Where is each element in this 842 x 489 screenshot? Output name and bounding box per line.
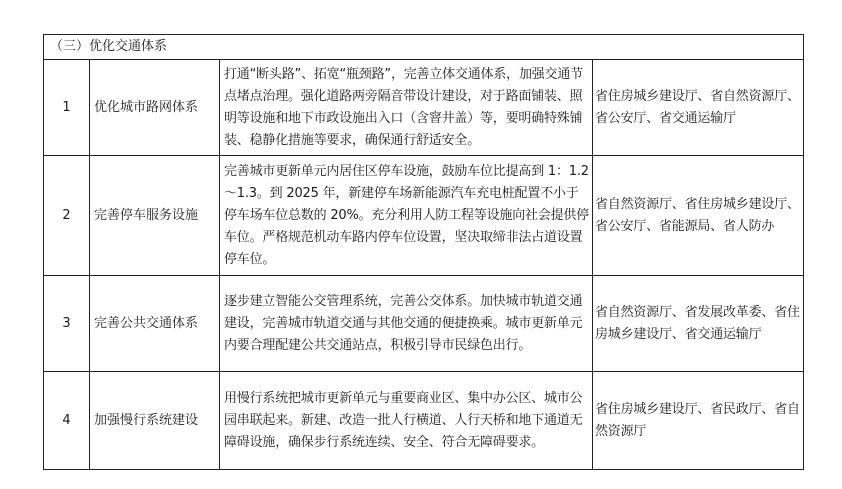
task-measures: 逐步建立智能公交管理系统，完善公交体系。加快城市轨道交通建设，完善城市轨道交通与其他交通的便捷换乘。城市更新单元内要合理配建公共交通站点，积极引导市民绿色出行。 [220,276,593,372]
task-name: 加强慢行系统建设 [90,372,220,470]
table-row [44,372,804,470]
responsible-departments: 省住房城乡建设厅、省民政厅、省自然资源厅 [593,372,804,470]
task-name: 完善公共交通体系 [90,276,220,372]
section-header-row [44,35,804,60]
responsible-departments: 省住房城乡建设厅、省自然资源厅、省公安厅、省交通运输厅 [593,60,804,156]
task-measures: 打通“断头路”、拓宽“瓶颈路”，完善立体交通体系，加强交通节点堵点治理。强化道路两旁隔音带设计建设，对于路面铺装、照明等设施和地下市政设施出入口（含窨井盖）等，要明确特殊铺装、稳静化措施等要求，确保通行舒适安全。 [220,60,593,156]
responsible-departments: 省自然资源厅、省住房城乡建设厅、省公安厅、省能源局、省人防办 [593,156,804,276]
task-measures: 完善城市更新单元内居住区停车设施，鼓励车位比提高到 1：1.2～1.3。到 2025 年，新建停车场新能源汽车充电桩配置不小于停车场车位总数的 20%。充分利用人防工程等设施向社会提供停车位。严格规范机动车路内停车位设置，坚决取缔非法占道设置停车位。 [220,156,593,276]
table-row [44,156,804,276]
responsible-departments: 省自然资源厅、省发展改革委、省住房城乡建设厅、省交通运输厅 [593,276,804,372]
row-number: 3 [44,276,90,372]
table-row [44,276,804,372]
table-row [44,60,804,156]
task-name: 完善停车服务设施 [90,156,220,276]
policy-table [43,34,804,470]
section-title: （三）优化交通体系 [44,35,804,60]
task-measures: 用慢行系统把城市更新单元与重要商业区、集中办公区、城市公园串联起来。新建、改造一批人行横道、人行天桥和地下通道无障碍设施，确保步行系统连续、安全、符合无障碍要求。 [220,372,593,470]
row-number: 2 [44,156,90,276]
row-number: 1 [44,60,90,156]
task-name: 优化城市路网体系 [90,60,220,156]
row-number: 4 [44,372,90,470]
